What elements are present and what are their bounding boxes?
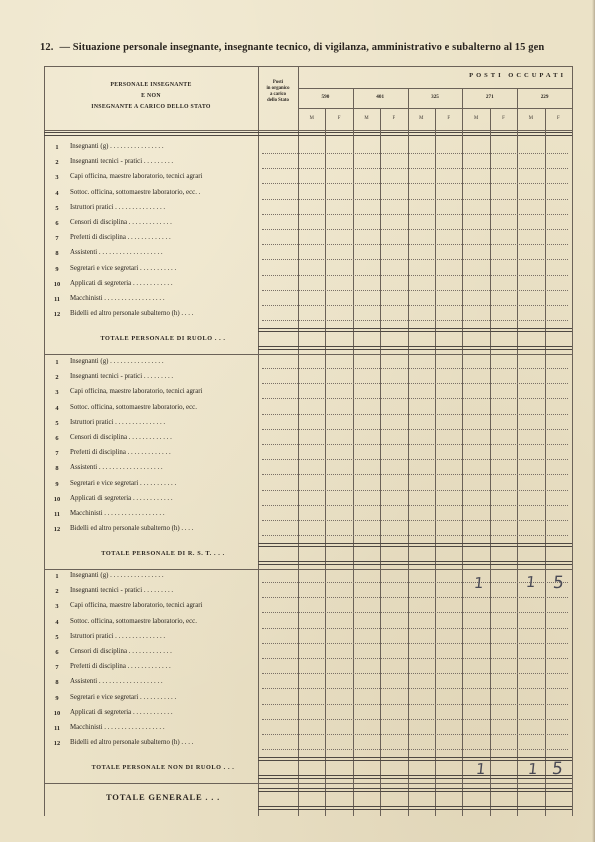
row-label: Insegnanti (g) . . . . . . . . . . . . . . . . bbox=[70, 572, 164, 579]
row-number: 12 bbox=[53, 526, 61, 534]
row-number: 7 bbox=[55, 235, 59, 243]
row-label: Prefetti di disciplina . . . . . . . . . . . . . bbox=[70, 663, 171, 671]
heading-title: — Situazione personale insegnante, insegnante tecnico, di vigilanza, amministrativo e subalterno al 15 gen bbox=[59, 42, 545, 53]
row-number: 2 bbox=[55, 588, 59, 596]
row-number: 11 bbox=[53, 511, 61, 518]
row-number: 7 bbox=[55, 450, 59, 458]
total-rule-bottom bbox=[258, 346, 572, 350]
row-number: 11 bbox=[53, 725, 61, 732]
row-number: 9 bbox=[55, 480, 59, 488]
grand-total-rule-bottom bbox=[258, 806, 572, 810]
column-divider bbox=[408, 88, 409, 816]
header-personale-line2: E NON bbox=[141, 93, 161, 99]
row-entry-line bbox=[262, 658, 568, 659]
row-number: 8 bbox=[55, 250, 59, 258]
row-label: Istruttori pratici . . . . . . . . . . . . . . . bbox=[70, 632, 166, 640]
row-number: 11 bbox=[53, 296, 61, 303]
sex-label-f: F bbox=[337, 116, 341, 121]
row-entry-line bbox=[262, 168, 568, 169]
column-code: 325 bbox=[431, 94, 439, 100]
handwritten-mark: 1 bbox=[475, 760, 487, 778]
row-entry-line bbox=[262, 229, 568, 230]
row-entry-line bbox=[262, 474, 568, 475]
row-number: 3 bbox=[55, 174, 59, 182]
sex-label-m: M bbox=[419, 116, 424, 121]
total-rule-top bbox=[258, 543, 572, 547]
row-number: 5 bbox=[55, 419, 59, 427]
row-number: 8 bbox=[55, 465, 59, 473]
row-label: Censori di disciplina . . . . . . . . . . . . . bbox=[70, 434, 172, 441]
row-number: 4 bbox=[55, 404, 59, 412]
row-number: 1 bbox=[55, 573, 59, 580]
header-personale bbox=[46, 80, 256, 113]
sex-label-m: M bbox=[309, 116, 314, 121]
row-entry-line bbox=[262, 749, 568, 750]
row-number: 9 bbox=[55, 265, 59, 273]
row-number: 10 bbox=[53, 280, 61, 288]
row-label: Capi officina, maestre laboratorio, tecnici agrari bbox=[70, 602, 203, 610]
row-entry-line bbox=[262, 459, 568, 460]
row-number: 5 bbox=[55, 204, 59, 212]
row-entry-line bbox=[262, 414, 568, 415]
row-label: Istruttori pratici . . . . . . . . . . . . . . . bbox=[70, 418, 166, 426]
handwritten-mark: 1 bbox=[527, 760, 539, 778]
row-number: 10 bbox=[53, 495, 61, 503]
row-label: Capi officina, maestre laboratorio, tecnici agrari bbox=[70, 173, 203, 181]
row-number: 2 bbox=[55, 374, 59, 382]
row-label: Insegnanti tecnici - pratici . . . . . . . . . bbox=[70, 373, 174, 381]
table-heading bbox=[40, 42, 595, 53]
table-left-border bbox=[44, 66, 45, 816]
header-personale-line1: PERSONALE INSEGNANTE bbox=[110, 82, 192, 88]
row-number: 5 bbox=[55, 633, 59, 641]
row-number: 2 bbox=[55, 159, 59, 167]
row-label: Censori di disciplina . . . . . . . . . . . . . bbox=[70, 219, 172, 226]
row-label: Segretari e vice segretari . . . . . . . . . . . bbox=[70, 264, 177, 272]
row-label: Insegnanti (g) . . . . . . . . . . . . . . . . bbox=[70, 358, 164, 365]
column-divider bbox=[462, 88, 463, 816]
row-label: Bidelli ed altro personale subalterno (h) . . . . bbox=[70, 739, 194, 747]
row-entry-line bbox=[262, 734, 568, 735]
row-label: Applicati di segreteria . . . . . . . . . . . . bbox=[70, 494, 173, 502]
row-label: Macchinisti . . . . . . . . . . . . . . . . . . bbox=[70, 724, 165, 731]
sex-label-f: F bbox=[556, 116, 560, 121]
row-number: 10 bbox=[53, 709, 61, 717]
row-label: Macchinisti . . . . . . . . . . . . . . . . . . bbox=[70, 295, 165, 302]
row-number: 3 bbox=[55, 603, 59, 611]
row-label: Bidelli ed altro personale subalterno (h) . . . . bbox=[70, 310, 194, 318]
row-label: Segretari e vice segretari . . . . . . . . . . . bbox=[70, 693, 177, 701]
row-number: 6 bbox=[55, 649, 59, 656]
row-entry-line bbox=[262, 719, 568, 720]
sex-label-m: M bbox=[473, 116, 479, 121]
column-code: 590 bbox=[321, 94, 330, 100]
row-entry-line bbox=[262, 628, 568, 629]
header-posti-occupati: POSTI OCCUPATI bbox=[469, 72, 566, 79]
sex-label-f: F bbox=[502, 116, 505, 121]
row-number: 12 bbox=[53, 311, 61, 319]
row-entry-line bbox=[262, 183, 568, 184]
row-entry-line bbox=[262, 275, 568, 276]
row-entry-line bbox=[262, 582, 568, 583]
row-entry-line bbox=[262, 244, 568, 245]
header-posti-line1: Posti bbox=[272, 80, 284, 85]
row-label: Bidelli ed altro personale subalterno (h) . . . . bbox=[70, 525, 194, 533]
row-number: 1 bbox=[55, 144, 59, 151]
row-label: Censori di disciplina . . . . . . . . . . . . . bbox=[70, 648, 172, 655]
row-entry-line bbox=[262, 704, 568, 705]
row-label: Applicati di segreteria . . . . . . . . . . . . bbox=[70, 279, 173, 287]
row-entry-line bbox=[262, 643, 568, 644]
row-entry-line bbox=[262, 320, 568, 321]
row-label: Capi officina, maestre laboratorio, tecnici agrari bbox=[70, 388, 203, 396]
row-number: 12 bbox=[53, 740, 61, 748]
section-divider bbox=[44, 569, 572, 570]
row-entry-line bbox=[262, 214, 568, 215]
section-total-label: TOTALE PERSONALE DI R. S. T. . . . bbox=[101, 550, 225, 558]
sex-label-m: M bbox=[528, 116, 534, 121]
row-entry-line bbox=[262, 383, 568, 384]
row-label: Assistenti . . . . . . . . . . . . . . . . . . . bbox=[70, 249, 163, 257]
row-entry-line bbox=[262, 688, 568, 689]
column-divider bbox=[353, 88, 354, 816]
row-entry-line bbox=[262, 673, 568, 674]
row-label: Insegnanti (g) . . . . . . . . . . . . . . . . bbox=[70, 143, 164, 150]
row-label: Sottoc. officina, sottomaestre laboratorio, ecc. bbox=[70, 617, 197, 625]
handwritten-mark: 5 bbox=[550, 759, 564, 779]
row-entry-line bbox=[262, 199, 568, 200]
row-number: 8 bbox=[55, 679, 59, 687]
column-code: 271 bbox=[485, 94, 494, 100]
row-entry-line bbox=[262, 612, 568, 613]
header-divider bbox=[298, 88, 572, 89]
row-label: Prefetti di disciplina . . . . . . . . . . . . . bbox=[70, 449, 171, 457]
header-bottom-double bbox=[44, 132, 572, 136]
total-rule-top bbox=[258, 757, 572, 761]
header-personale-line3: INSEGNANTE A CARICO DELLO STATO bbox=[91, 104, 211, 110]
row-label: Insegnanti tecnici - pratici . . . . . . . . . bbox=[70, 587, 174, 595]
row-number: 3 bbox=[55, 389, 59, 397]
row-label: Assistenti . . . . . . . . . . . . . . . . . . . bbox=[70, 678, 163, 686]
sex-label-f: F bbox=[392, 116, 396, 121]
row-entry-line bbox=[262, 429, 568, 430]
row-entry-line bbox=[262, 490, 568, 491]
section-divider bbox=[44, 354, 572, 355]
row-entry-line bbox=[262, 597, 568, 598]
row-entry-line bbox=[262, 290, 568, 291]
row-number: 6 bbox=[55, 220, 59, 227]
handwritten-mark: 1 bbox=[473, 574, 485, 592]
handwritten-mark: 5 bbox=[551, 573, 565, 593]
row-label: Macchinisti . . . . . . . . . . . . . . . . . . bbox=[70, 510, 165, 517]
row-label: Sottoc. officina, sottomaestre laboratorio, ecc. bbox=[70, 403, 197, 411]
row-entry-line bbox=[262, 535, 568, 536]
row-label: Assistenti . . . . . . . . . . . . . . . . . . . bbox=[70, 464, 163, 472]
section-total-label: TOTALE PERSONALE DI RUOLO . . . bbox=[100, 335, 226, 343]
row-label: Istruttori pratici . . . . . . . . . . . . . . . bbox=[70, 203, 166, 211]
row-label: Prefetti di disciplina . . . . . . . . . . . . . bbox=[70, 234, 171, 242]
row-number: 6 bbox=[55, 435, 59, 442]
row-label: Segretari e vice segretari . . . . . . . . . . . bbox=[70, 479, 177, 487]
total-rule-bottom bbox=[258, 561, 572, 565]
sex-label-f: F bbox=[447, 116, 451, 121]
row-entry-line bbox=[262, 398, 568, 399]
header-bottom-border bbox=[44, 130, 572, 131]
header-posti-organico bbox=[258, 80, 298, 104]
row-label: Sottoc. officina, sottomaestre laboratorio, ecc. . bbox=[70, 188, 201, 196]
handwritten-mark: 1 bbox=[525, 573, 537, 591]
column-divider bbox=[517, 88, 518, 816]
section-total-label: TOTALE PERSONALE NON DI RUOLO . . . bbox=[91, 764, 235, 772]
row-entry-line bbox=[262, 305, 568, 306]
header-posti-line2: in organico bbox=[266, 86, 290, 91]
sex-label-m: M bbox=[364, 116, 369, 121]
header-posti-line4: dello Stato bbox=[267, 98, 289, 103]
row-number: 4 bbox=[55, 189, 59, 197]
row-entry-line bbox=[262, 520, 568, 521]
total-rule-bottom bbox=[258, 775, 572, 779]
column-code: 229 bbox=[540, 94, 549, 100]
total-rule-top bbox=[258, 328, 572, 332]
row-entry-line bbox=[262, 259, 568, 260]
heading-number: 12. bbox=[40, 42, 54, 53]
row-number: 1 bbox=[55, 359, 59, 366]
table-top-border bbox=[44, 66, 572, 67]
column-code: 401 bbox=[376, 94, 385, 100]
section-divider bbox=[44, 783, 572, 784]
row-number: 4 bbox=[55, 618, 59, 626]
row-label: Applicati di segreteria . . . . . . . . . . . . bbox=[70, 708, 173, 716]
grand-total-rule-top bbox=[258, 788, 572, 792]
row-label: Insegnanti tecnici - pratici . . . . . . . . . bbox=[70, 158, 174, 166]
grand-total-label: TOTALE GENERALE . . . bbox=[105, 792, 221, 802]
row-number: 9 bbox=[55, 694, 59, 702]
row-entry-line bbox=[262, 153, 568, 154]
row-entry-line bbox=[262, 444, 568, 445]
row-entry-line bbox=[262, 505, 568, 506]
table-right-border bbox=[572, 66, 573, 816]
column-divider bbox=[258, 66, 259, 816]
row-entry-line bbox=[262, 368, 568, 369]
row-number: 7 bbox=[55, 664, 59, 672]
header-posti-line3: a carico bbox=[269, 92, 287, 97]
